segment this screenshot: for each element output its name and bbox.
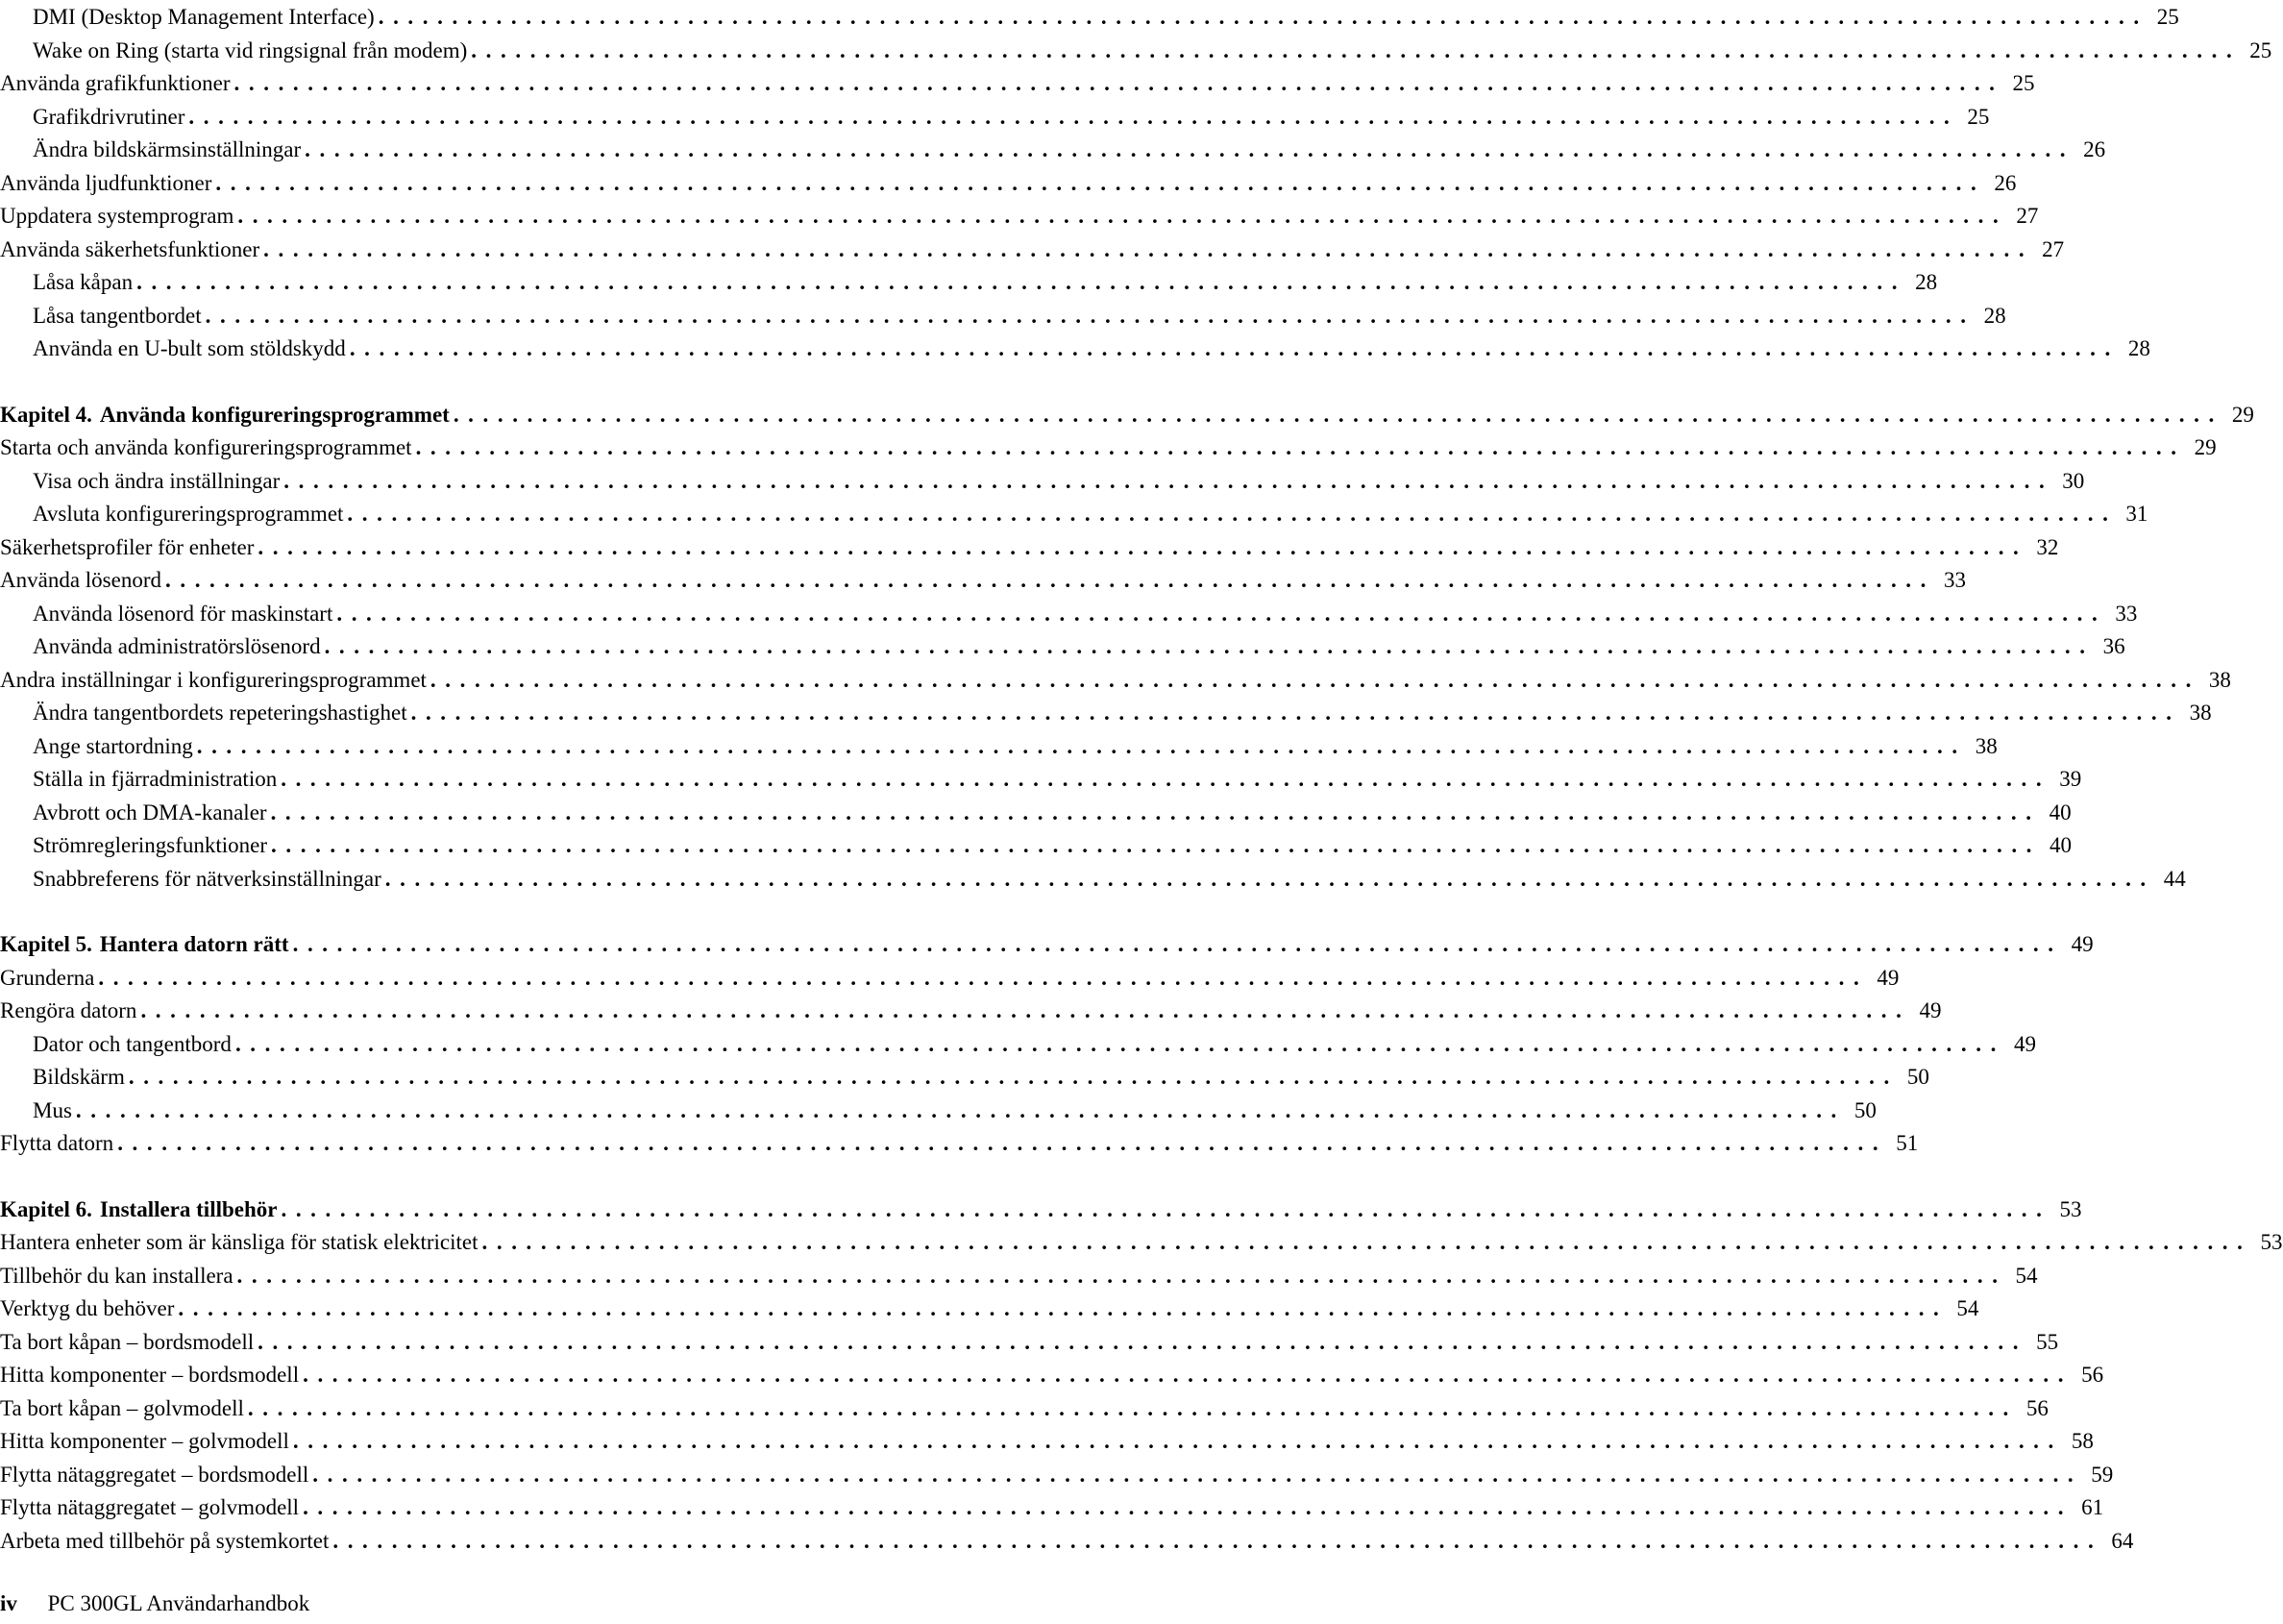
toc-entry-title: Låsa tangentbordet bbox=[33, 304, 202, 328]
dot-leader: ........................................................................................................................ bbox=[471, 38, 2242, 62]
toc-page-number: 30 bbox=[2062, 469, 2085, 493]
toc-page-number: 38 bbox=[2189, 701, 2212, 725]
dot-leader: ........................................................................................................................ bbox=[336, 602, 2107, 626]
toc-entry-title: Låsa kåpan bbox=[33, 270, 134, 294]
toc-page-number: 44 bbox=[2163, 867, 2186, 891]
dot-leader: ........................................................................................................................ bbox=[305, 137, 2075, 161]
toc-entry-title: Snabbreferens för nätverksinställningar bbox=[33, 867, 381, 891]
dot-leader: ........................................................................................................................ bbox=[430, 668, 2200, 692]
dot-leader: ........................................................................................................................ bbox=[128, 1065, 1899, 1089]
toc-page-number: 56 bbox=[2081, 1363, 2104, 1387]
toc-page-number: 55 bbox=[2036, 1330, 2059, 1354]
toc-page-number: 25 bbox=[2012, 71, 2035, 95]
toc-entry-title: Använda administratörslösenord bbox=[33, 634, 321, 658]
dot-leader: ........................................................................................................................ bbox=[258, 535, 2028, 559]
toc-page-number: 29 bbox=[2194, 435, 2217, 459]
toc-entry-title: Grunderna bbox=[0, 966, 95, 990]
dot-leader: ........................................................................................................................ bbox=[234, 1032, 2005, 1056]
toc-entry[interactable] bbox=[0, 1061, 1929, 1094]
toc-page-number: 40 bbox=[2049, 800, 2072, 824]
dot-leader: ........................................................................................................................ bbox=[281, 1197, 2051, 1221]
dot-leader: ........................................................................................................................ bbox=[324, 634, 2095, 658]
dot-leader: ........................................................................................................................ bbox=[292, 1429, 2063, 1453]
footer-book-title: PC 300GL Användarhandbok bbox=[47, 1591, 310, 1615]
dot-leader: ........................................................................................................................ bbox=[292, 932, 2063, 956]
toc-page-number: 49 bbox=[2013, 1032, 2036, 1056]
toc-entry[interactable] bbox=[0, 863, 2186, 896]
toc-page-number: 49 bbox=[1919, 998, 1942, 1022]
toc-entry-title: Ta bort kåpan – bordsmodell bbox=[0, 1330, 255, 1354]
toc-page-number: 32 bbox=[2036, 535, 2059, 559]
toc-page-number: 54 bbox=[2015, 1264, 2038, 1288]
dot-leader: ........................................................................................................................ bbox=[247, 1396, 2018, 1420]
toc-page-number: 25 bbox=[2156, 5, 2179, 29]
toc-entry-title: Hantera enheter som är känsliga för statisk elektricitet bbox=[0, 1230, 479, 1254]
toc-entry-title: Rengöra datorn bbox=[0, 998, 137, 1022]
toc-page-number: 40 bbox=[2050, 833, 2073, 857]
dot-leader: ........................................................................................................................ bbox=[378, 5, 2148, 29]
toc-entry[interactable] bbox=[0, 300, 2006, 332]
chapter-title: Installera tillbehör bbox=[99, 1197, 278, 1221]
toc-entry[interactable] bbox=[0, 664, 2231, 697]
toc-entry[interactable] bbox=[0, 35, 2272, 67]
toc-entry[interactable] bbox=[0, 598, 2138, 630]
toc-page-number: 29 bbox=[2231, 403, 2254, 427]
chapter-number: Kapitel 4. bbox=[0, 403, 92, 427]
toc-page-number: 25 bbox=[1967, 105, 1990, 129]
dot-leader: ........................................................................................................................ bbox=[281, 767, 2051, 791]
toc-entry-title: Flytta datorn bbox=[0, 1131, 114, 1155]
toc-page-number: 28 bbox=[1915, 270, 1938, 294]
toc-entry[interactable] bbox=[0, 1326, 2059, 1359]
chapter-heading[interactable] bbox=[0, 928, 2094, 961]
toc-page-number: 58 bbox=[2071, 1429, 2094, 1453]
dot-leader: ........................................................................................................................ bbox=[98, 966, 1869, 990]
toc-page-number: 50 bbox=[1906, 1065, 1929, 1089]
toc-entry[interactable] bbox=[0, 630, 2125, 663]
toc-entry[interactable] bbox=[0, 697, 2212, 729]
toc-entry-title: Arbeta med tillbehör på systemkortet bbox=[0, 1529, 330, 1553]
toc-entry-title: Ställa in fjärradministration bbox=[33, 767, 278, 791]
dot-leader: ........................................................................................................................ bbox=[196, 734, 1967, 758]
dot-leader: ........................................................................................................................ bbox=[410, 701, 2181, 725]
toc-page-number: 64 bbox=[2111, 1529, 2134, 1553]
toc-entry[interactable] bbox=[0, 167, 2017, 200]
dot-leader: ........................................................................................................................ bbox=[75, 1098, 1846, 1122]
toc-entry[interactable] bbox=[0, 829, 2073, 862]
toc-entry-title bbox=[0, 928, 289, 961]
toc-page-number: 39 bbox=[2059, 767, 2082, 791]
dot-leader: ........................................................................................................................ bbox=[283, 469, 2054, 493]
toc-entry-title: Ändra tangentbordets repeteringshastighet bbox=[33, 701, 407, 725]
toc-entry[interactable] bbox=[0, 1127, 1919, 1160]
toc-page-number: 36 bbox=[2102, 634, 2125, 658]
toc-entry-title: Avsluta konfigureringsprogrammet bbox=[33, 502, 344, 526]
toc-entry[interactable] bbox=[0, 101, 1990, 134]
toc-page-number: 25 bbox=[2249, 38, 2272, 62]
footer-page-number: iv bbox=[0, 1591, 17, 1615]
toc-entry-title: Bildskärm bbox=[33, 1065, 125, 1089]
toc-entry[interactable] bbox=[0, 962, 1900, 995]
dot-leader: ........................................................................................................................ bbox=[205, 304, 1976, 328]
toc-entry-title: Mus bbox=[33, 1098, 72, 1122]
dot-leader: ........................................................................................................................ bbox=[237, 204, 2008, 228]
dot-leader: ........................................................................................................................ bbox=[136, 270, 1907, 294]
toc-page-number: 33 bbox=[2115, 602, 2138, 626]
toc-entry-title bbox=[0, 399, 450, 431]
toc-entry-title: Andra inställningar i konfigureringsprogrammet bbox=[0, 668, 427, 692]
dot-leader: ........................................................................................................................ bbox=[233, 71, 2004, 95]
toc-page-number: 51 bbox=[1896, 1131, 1919, 1155]
dot-leader: ........................................................................................................................ bbox=[178, 1296, 1949, 1320]
toc-page-number: 56 bbox=[2025, 1396, 2049, 1420]
page-footer bbox=[0, 1587, 309, 1620]
dot-leader: ........................................................................................................................ bbox=[303, 1363, 2074, 1387]
toc-entry[interactable] bbox=[0, 1260, 2038, 1292]
chapter-title: Hantera datorn rätt bbox=[99, 932, 289, 956]
toc-entry[interactable] bbox=[0, 1491, 2104, 1524]
toc-page-number: 53 bbox=[2260, 1230, 2283, 1254]
toc-entry[interactable] bbox=[0, 1425, 2094, 1458]
toc-entry-title: Grafikdrivrutiner bbox=[33, 105, 185, 129]
toc-entry[interactable] bbox=[0, 200, 2039, 233]
dot-leader: ........................................................................................................................ bbox=[303, 1495, 2074, 1519]
toc-page-number: 26 bbox=[2083, 137, 2106, 161]
toc-entry-title: Visa och ändra inställningar bbox=[33, 469, 281, 493]
toc-entry[interactable] bbox=[0, 431, 2217, 464]
dot-leader: ........................................................................................................................ bbox=[165, 568, 1935, 592]
toc-entry[interactable] bbox=[0, 1028, 2036, 1061]
toc-entry-title: Använda ljudfunktioner bbox=[0, 171, 212, 195]
toc-entry-title: Säkerhetsprofiler för enheter bbox=[0, 535, 255, 559]
toc-entry-title: Använda grafikfunktioner bbox=[0, 71, 231, 95]
toc-page-number: 38 bbox=[2208, 668, 2231, 692]
toc-page-number: 33 bbox=[1944, 568, 1966, 592]
chapter-number: Kapitel 5. bbox=[0, 932, 92, 956]
toc-entry-title: Avbrott och DMA-kanaler bbox=[33, 800, 267, 824]
toc-page-number: 61 bbox=[2081, 1495, 2104, 1519]
dot-leader: ........................................................................................................................ bbox=[312, 1463, 2083, 1487]
dot-leader: ........................................................................................................................ bbox=[258, 1330, 2028, 1354]
toc-entry-title bbox=[0, 1193, 277, 1226]
toc-entry[interactable] bbox=[0, 1392, 2049, 1425]
toc-entry-title: Hitta komponenter – bordsmodell bbox=[0, 1363, 300, 1387]
chapter-heading[interactable] bbox=[0, 399, 2254, 431]
toc-entry[interactable] bbox=[0, 1359, 2104, 1391]
toc-entry-title: Använda säkerhetsfunktioner bbox=[0, 237, 260, 261]
dot-leader: ........................................................................................................................ bbox=[263, 237, 2034, 261]
toc-entry-title: Ange startordning bbox=[33, 734, 193, 758]
toc-entry-title: Uppdatera systemprogram bbox=[0, 204, 234, 228]
dot-leader: ........................................................................................................................ bbox=[140, 998, 1911, 1022]
chapter-number: Kapitel 6. bbox=[0, 1197, 92, 1221]
dot-leader: ........................................................................................................................ bbox=[236, 1264, 2007, 1288]
toc-entry-title: DMI (Desktop Management Interface) bbox=[33, 5, 375, 29]
toc-page-number: 28 bbox=[2127, 336, 2150, 360]
toc-entry-title: Tillbehör du kan installera bbox=[0, 1264, 233, 1288]
chapter-heading[interactable] bbox=[0, 1193, 2082, 1226]
dot-leader: ........................................................................................................................ bbox=[271, 833, 2042, 857]
toc-entry-title: Använda en U-bult som stöldskydd bbox=[33, 336, 346, 360]
toc-entry[interactable] bbox=[0, 531, 2059, 564]
toc-page-number: 49 bbox=[1877, 966, 1900, 990]
toc-entry[interactable] bbox=[0, 67, 2035, 100]
toc-page-number: 27 bbox=[2016, 204, 2039, 228]
toc-entry[interactable] bbox=[0, 1292, 1979, 1325]
toc-entry[interactable] bbox=[0, 797, 2072, 829]
toc-entry[interactable] bbox=[0, 134, 2106, 166]
toc-page-number: 59 bbox=[2091, 1463, 2114, 1487]
toc-page-number: 31 bbox=[2125, 502, 2148, 526]
toc-entry-title: Strömregleringsfunktioner bbox=[33, 833, 268, 857]
toc-entry[interactable] bbox=[0, 266, 1938, 299]
toc-page-number: 54 bbox=[1956, 1296, 1979, 1320]
dot-leader: ........................................................................................................................ bbox=[384, 867, 2155, 891]
dot-leader: ........................................................................................................................ bbox=[188, 105, 1959, 129]
toc-page-number: 53 bbox=[2059, 1197, 2082, 1221]
dot-leader: ........................................................................................................................ bbox=[415, 435, 2186, 459]
dot-leader: ........................................................................................................................ bbox=[349, 336, 2120, 360]
toc-entry[interactable] bbox=[0, 1525, 2134, 1558]
dot-leader: ........................................................................................................................ bbox=[453, 403, 2223, 427]
dot-leader: ........................................................................................................................ bbox=[481, 1230, 2252, 1254]
toc-page-number: 38 bbox=[1975, 734, 1998, 758]
dot-leader: ........................................................................................................................ bbox=[332, 1529, 2103, 1553]
toc-entry-title: Flytta nätaggregatet – bordsmodell bbox=[0, 1463, 309, 1487]
toc-entry[interactable] bbox=[0, 332, 2150, 365]
toc-entry[interactable] bbox=[0, 1226, 2283, 1259]
toc-entry-title: Använda lösenord bbox=[0, 568, 161, 592]
toc-entry[interactable] bbox=[0, 564, 1966, 597]
toc-entry[interactable] bbox=[0, 995, 1942, 1027]
toc-entry-title: Ta bort kåpan – golvmodell bbox=[0, 1396, 244, 1420]
toc-entry-title: Dator och tangentbord bbox=[33, 1032, 232, 1056]
toc-entry[interactable] bbox=[0, 498, 2148, 530]
toc-entry[interactable] bbox=[0, 1459, 2114, 1491]
toc-entry[interactable] bbox=[0, 234, 2065, 266]
toc-entry[interactable] bbox=[0, 763, 2082, 796]
toc-page-number: 26 bbox=[1994, 171, 2017, 195]
dot-leader: ........................................................................................................................ bbox=[117, 1131, 1888, 1155]
toc-entry-title: Verktyg du behöver bbox=[0, 1296, 175, 1320]
toc-entry[interactable] bbox=[0, 730, 1998, 763]
toc-page-number: 28 bbox=[1983, 304, 2006, 328]
chapter-title: Använda konfigureringsprogrammet bbox=[99, 403, 450, 427]
toc-entry-title: Wake on Ring (starta vid ringsignal från modem) bbox=[33, 38, 468, 62]
toc-page-number: 27 bbox=[2042, 237, 2065, 261]
dot-leader: ........................................................................................................................ bbox=[270, 800, 2041, 824]
toc-entry[interactable] bbox=[0, 1, 2179, 34]
toc-page-number: 50 bbox=[1853, 1098, 1877, 1122]
toc-entry[interactable] bbox=[0, 465, 2085, 498]
toc-entry-title: Flytta nätaggregatet – golvmodell bbox=[0, 1495, 300, 1519]
toc-entry-title: Hitta komponenter – golvmodell bbox=[0, 1429, 289, 1453]
toc-entry[interactable] bbox=[0, 1095, 1877, 1127]
toc-entry-title: Använda lösenord för maskinstart bbox=[33, 602, 333, 626]
toc-entry-title: Ändra bildskärmsinställningar bbox=[33, 137, 302, 161]
toc-entry-title: Starta och använda konfigureringsprogrammet bbox=[0, 435, 412, 459]
dot-leader: ........................................................................................................................ bbox=[215, 171, 1986, 195]
dot-leader: ........................................................................................................................ bbox=[347, 502, 2118, 526]
toc-page-number: 49 bbox=[2071, 932, 2094, 956]
